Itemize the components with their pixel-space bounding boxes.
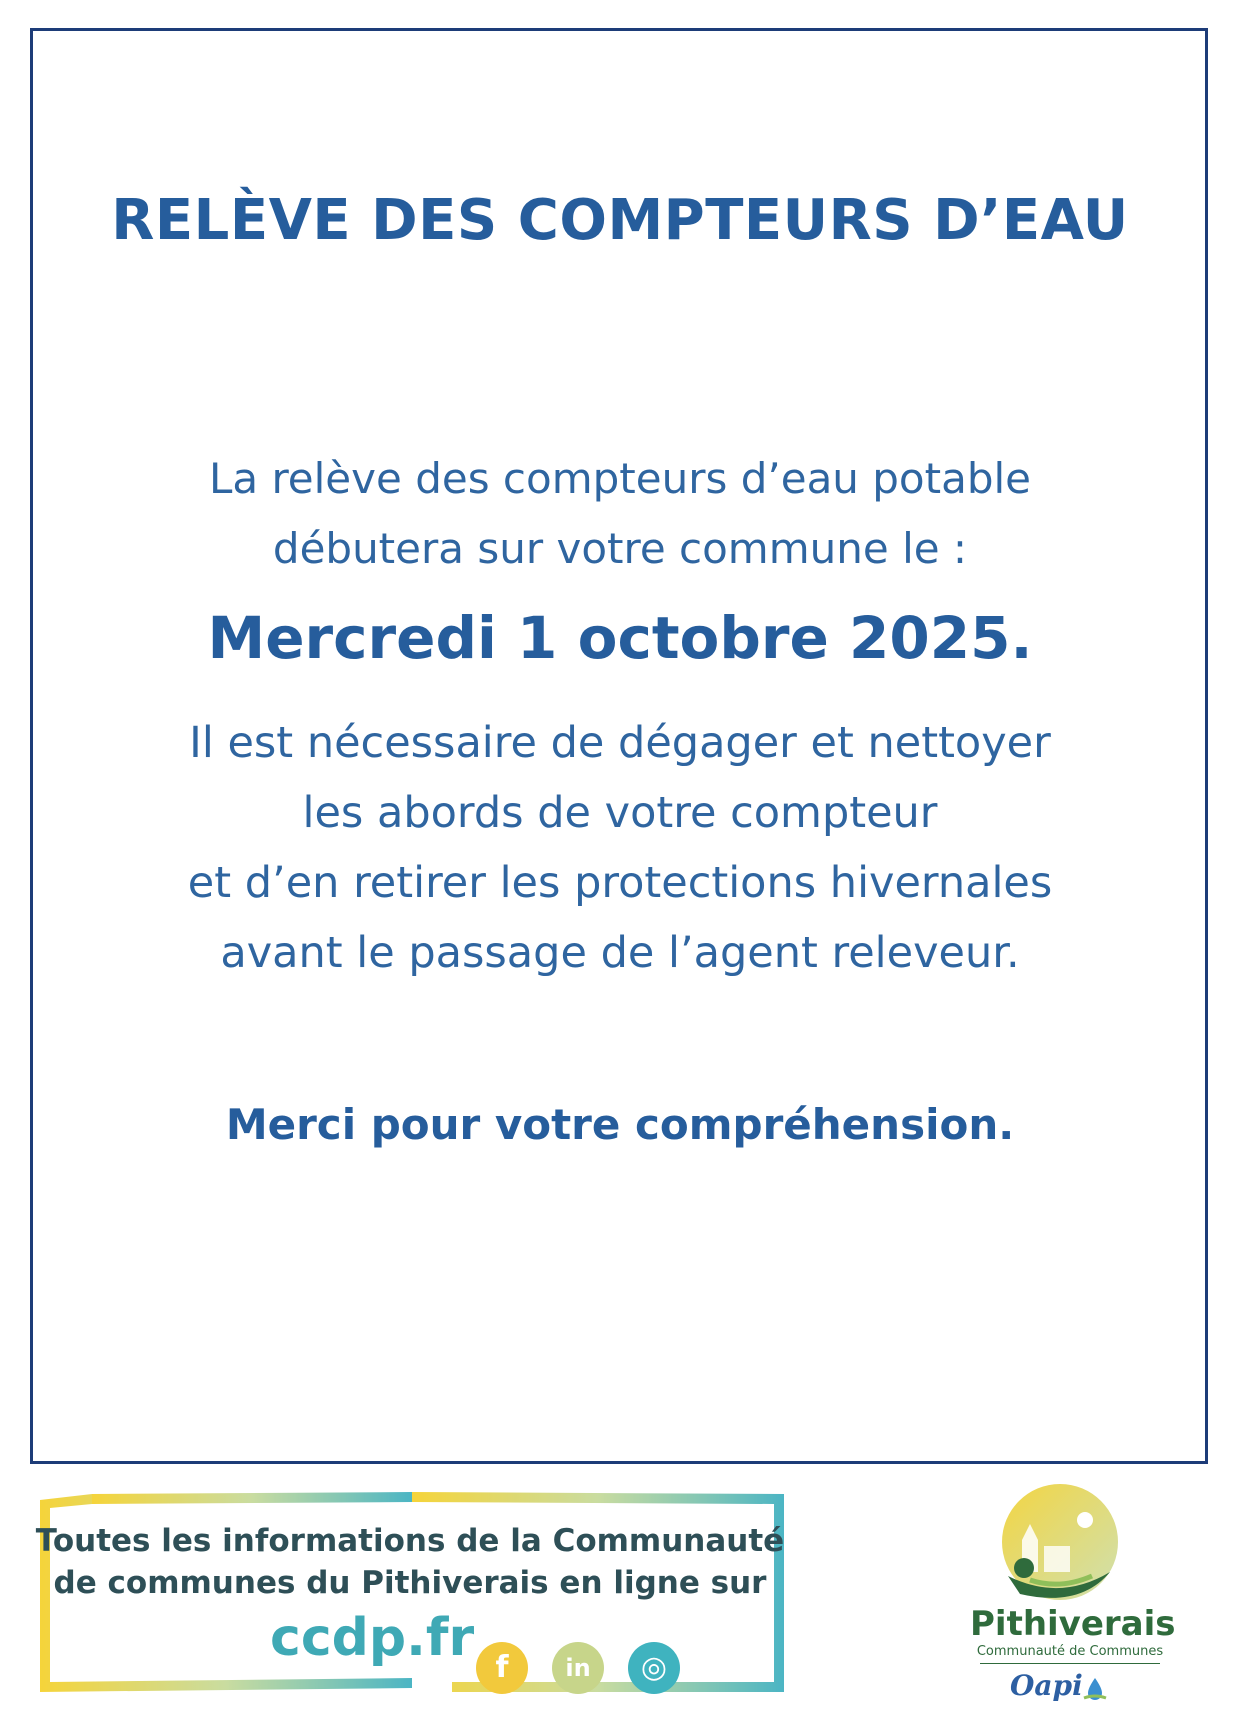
intro-line: débutera sur votre commune le : [272, 524, 968, 573]
footer-info-line: de communes du Pithiverais en ligne sur [53, 1565, 767, 1601]
linkedin-icon[interactable]: in [552, 1642, 604, 1694]
oapi-brand: Oapi [1010, 1669, 1083, 1702]
facebook-icon[interactable]: f [476, 1642, 528, 1694]
instruction-paragraph [0, 708, 1240, 988]
intro-paragraph [0, 444, 1240, 584]
footer-info-line: Toutes les informations de la Communauté [35, 1523, 785, 1559]
logo-divider [980, 1663, 1160, 1664]
footer-info [32, 1520, 788, 1604]
instruction-line: les abords de votre compteur [302, 788, 938, 838]
instruction-line: Il est nécessaire de dégager et nettoyer [189, 718, 1051, 768]
water-drop-icon [1082, 1676, 1108, 1702]
logo-subtitle: Communauté de Communes [976, 1644, 1164, 1659]
website-link[interactable]: ccdp.fr [270, 1608, 475, 1668]
notice-title: RELÈVE DES COMPTEURS D’EAU [111, 188, 1129, 253]
instruction-line: et d’en retirer les protections hivernales [187, 858, 1053, 908]
thanks-message: Merci pour votre compréhension. [225, 1100, 1015, 1149]
reading-date: Mercredi 1 octobre 2025. [207, 604, 1033, 672]
intro-line: La relève des compteurs d’eau potable [208, 454, 1032, 503]
instruction-line: avant le passage de l’agent releveur. [220, 928, 1020, 978]
instagram-icon[interactable]: ◎ [628, 1642, 680, 1694]
logo-name: Pithiverais [970, 1604, 1176, 1644]
